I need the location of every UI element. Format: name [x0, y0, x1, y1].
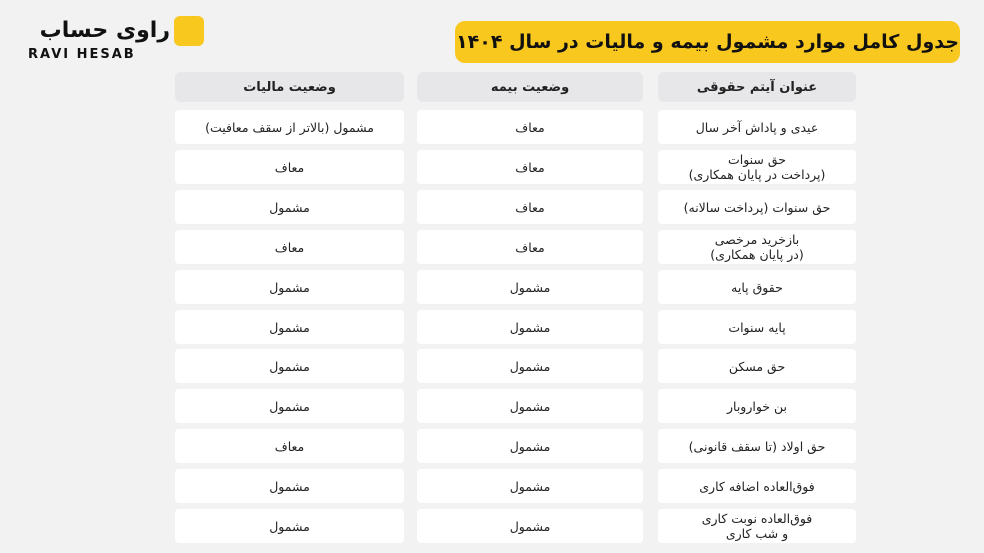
cell-item: حق مسکن	[658, 349, 856, 383]
cell-tax: مشمول	[175, 389, 404, 423]
cell-tax: مشمول	[175, 310, 404, 344]
cell-insurance: مشمول	[417, 509, 643, 543]
cell-tax: مشمول	[175, 469, 404, 503]
brand-logo	[28, 16, 204, 64]
cell-tax: مشمول (بالاتر از سقف معافیت)	[175, 110, 404, 144]
cell-tax: معاف	[175, 150, 404, 184]
cell-insurance: مشمول	[417, 349, 643, 383]
cell-item: پایه سنوات	[658, 310, 856, 344]
cell-tax: معاف	[175, 429, 404, 463]
logo-mark-icon	[174, 16, 204, 46]
cell-item: حقوق پایه	[658, 270, 856, 304]
cell-item: فوق‌العاده نوبت کاری و شب کاری	[658, 509, 856, 543]
cell-insurance: معاف	[417, 150, 643, 184]
cell-insurance: معاف	[417, 230, 643, 264]
logo-english-text: RAVI HESAB	[28, 47, 136, 62]
cell-tax: مشمول	[175, 349, 404, 383]
cell-item: حق اولاد (تا سقف قانونی)	[658, 429, 856, 463]
cell-insurance: مشمول	[417, 270, 643, 304]
cell-insurance: معاف	[417, 110, 643, 144]
header-item-title: عنوان آیتم حقوقی	[658, 72, 856, 102]
cell-insurance: معاف	[417, 190, 643, 224]
cell-tax: مشمول	[175, 509, 404, 543]
cell-tax: معاف	[175, 230, 404, 264]
header-tax-status: وضعیت مالیات	[175, 72, 404, 102]
page-title: جدول کامل موارد مشمول بیمه و مالیات در سال ۱۴۰۴	[455, 21, 960, 63]
cell-item: بازخرید مرخصی (در پایان همکاری)	[658, 230, 856, 264]
cell-insurance: مشمول	[417, 429, 643, 463]
header-insurance-status: وضعیت بیمه	[417, 72, 643, 102]
cell-tax: مشمول	[175, 190, 404, 224]
cell-insurance: مشمول	[417, 310, 643, 344]
cell-item: فوق‌العاده اضافه کاری	[658, 469, 856, 503]
cell-tax: مشمول	[175, 270, 404, 304]
logo-persian-text: راوی حساب	[39, 18, 170, 43]
cell-item: حق سنوات (پرداخت در پایان همکاری)	[658, 150, 856, 184]
cell-item: حق سنوات (پرداخت سالانه)	[658, 190, 856, 224]
cell-insurance: مشمول	[417, 469, 643, 503]
cell-insurance: مشمول	[417, 389, 643, 423]
cell-item: بن خواروبار	[658, 389, 856, 423]
cell-item: عیدی و پاداش آخر سال	[658, 110, 856, 144]
